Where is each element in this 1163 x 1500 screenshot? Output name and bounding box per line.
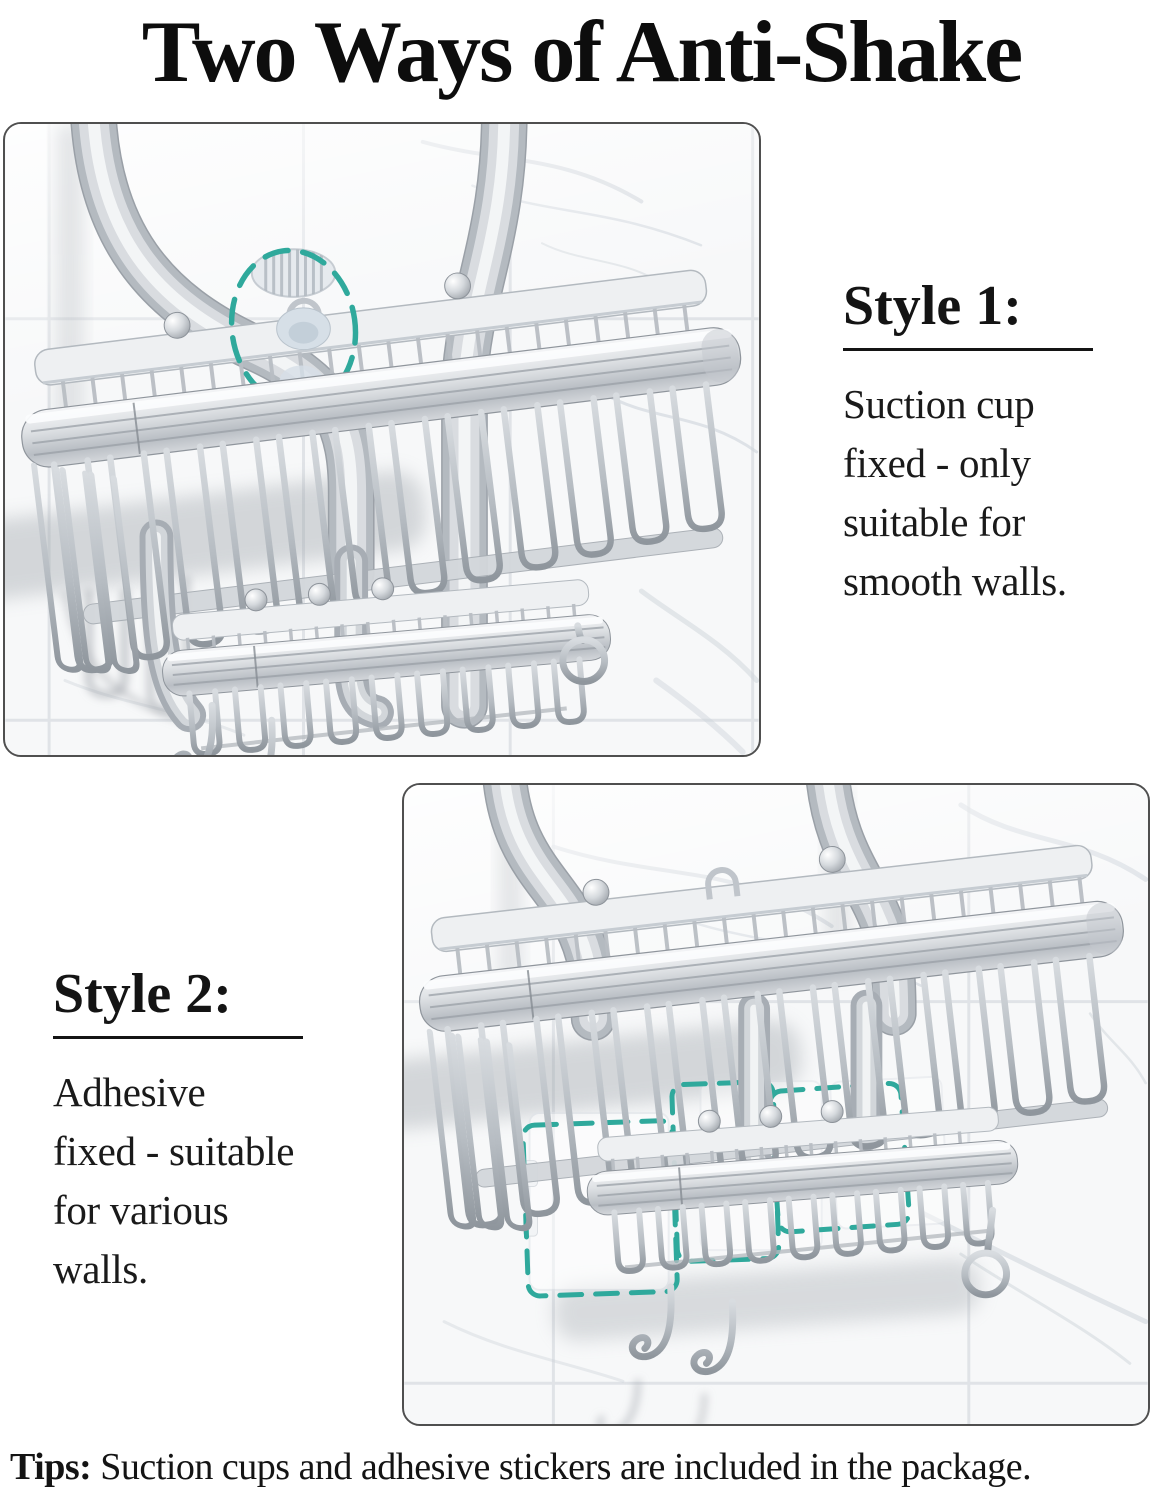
style2-heading: Style 2: — [53, 963, 232, 1025]
style1-block — [843, 274, 1143, 611]
product-photo-adhesive-style — [402, 783, 1150, 1426]
style2-body: Adhesive fixed - suitable for various walls. — [53, 1069, 295, 1292]
product-photo-suction-style — [3, 122, 761, 757]
tips-text: Suction cups and adhesive stickers are included in the package. — [91, 1446, 1032, 1488]
style1-body: Suction cup fixed - only suitable for smooth walls. — [843, 381, 1067, 604]
style2-block — [53, 962, 383, 1299]
style2-underline — [53, 1036, 303, 1039]
tips-line — [10, 1445, 1031, 1489]
tips-label: Tips: — [10, 1446, 92, 1488]
style1-heading: Style 1: — [843, 275, 1022, 337]
page-title: Two Ways of Anti-Shake — [141, 4, 1022, 101]
style1-underline — [843, 348, 1093, 351]
